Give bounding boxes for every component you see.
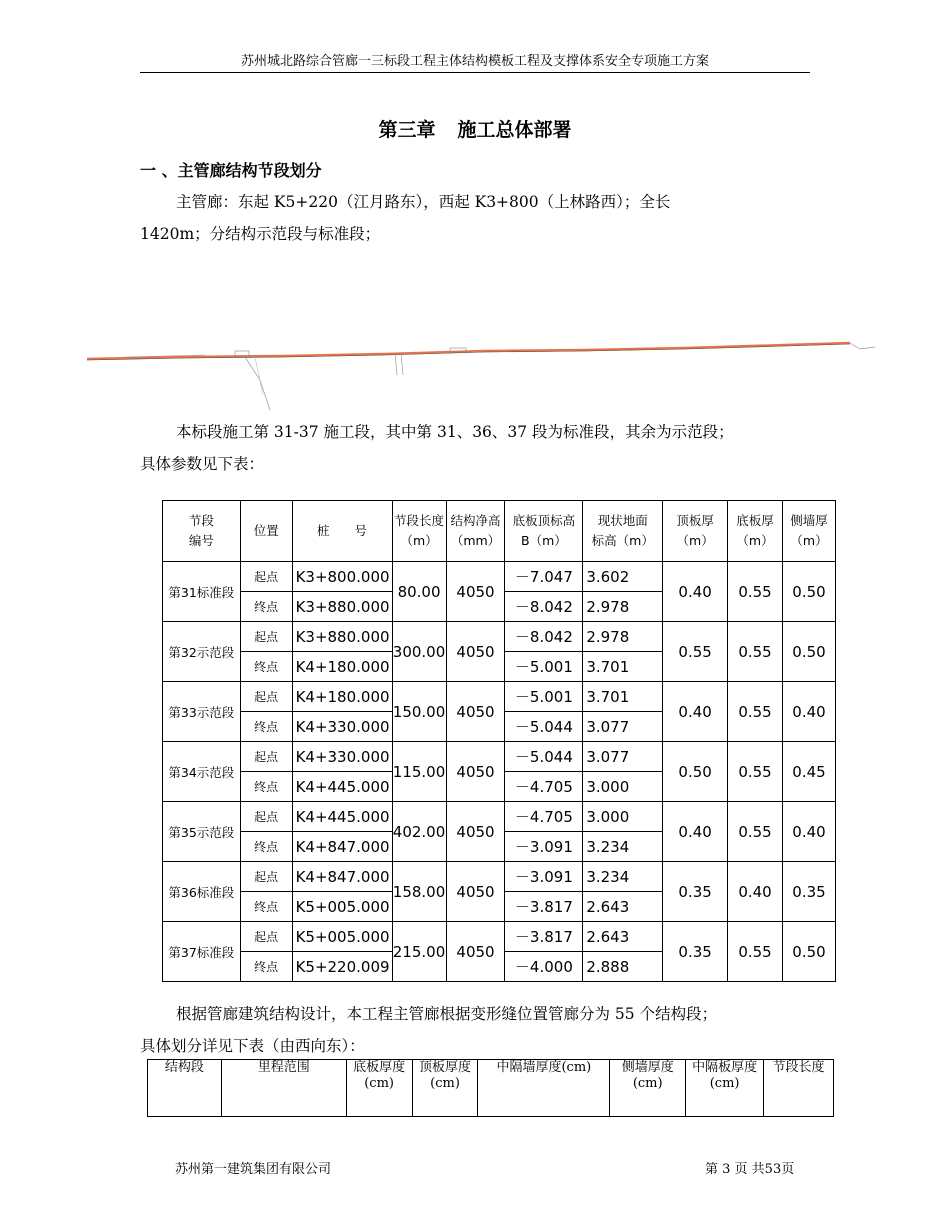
height-cell: 4050 [446, 862, 505, 922]
ground-elev-cell: 2.978 [583, 622, 663, 652]
footer-page-number: 第 3 页 共53页 [705, 1162, 795, 1177]
ground-elev-cell: 2.643 [583, 892, 663, 922]
paragraph-line: 本标段施工第 31-37 施工段，其中第 31、36、37 段为标准段，其余为示范段； [176, 423, 734, 441]
bottom-thickness-cell: 0.40 [728, 862, 783, 922]
chapter-name: 施工总体部署 [457, 119, 572, 141]
header-top-thickness [663, 501, 728, 562]
paragraph-structure [140, 998, 810, 1062]
ground-elev-cell: 3.234 [583, 862, 663, 892]
point-label-cell: 起点 [240, 922, 292, 952]
table-row [163, 622, 836, 652]
side-thickness-cell: 0.35 [782, 862, 835, 922]
height-cell: 4050 [446, 622, 505, 682]
bottom-elev-cell: －3.091 [505, 862, 583, 892]
stake-cell: K5+005.000 [292, 922, 392, 952]
segment-name-cell: 第37标准段 [163, 922, 241, 982]
stake-cell: K4+330.000 [292, 712, 392, 742]
paragraph-line: 主管廊：东起 K5+220（江月路东），西起 K3+800（上林路西）；全长 [176, 193, 671, 211]
length-cell: 215.00 [392, 922, 446, 982]
side-thickness-cell: 0.50 [782, 922, 835, 982]
bottom-thickness-cell: 0.55 [728, 922, 783, 982]
segment-name-cell: 第35示范段 [163, 802, 241, 862]
header-text: 结构净高 [450, 513, 501, 528]
height-cell: 4050 [446, 742, 505, 802]
paragraph-line: 具体参数见下表： [140, 455, 265, 473]
point-label-cell: 终点 [240, 952, 292, 982]
bottom-elev-cell: －4.000 [505, 952, 583, 982]
table-row [163, 862, 836, 892]
side-thickness-cell: 0.40 [782, 802, 835, 862]
length-cell: 158.00 [392, 862, 446, 922]
point-label-cell: 起点 [240, 862, 292, 892]
route-line [87, 343, 875, 410]
top-thickness-cell: 0.40 [663, 682, 728, 742]
header-text: 标高（m） [591, 533, 654, 548]
point-label-cell: 起点 [240, 682, 292, 712]
top-thickness-cell: 0.35 [663, 922, 728, 982]
paragraph-route [140, 186, 810, 250]
paragraph-line: 具体划分详见下表（由西向东）： [140, 1037, 365, 1055]
header-height [446, 501, 505, 562]
ground-elev-cell: 3.000 [583, 772, 663, 802]
stake-cell: K4+330.000 [292, 742, 392, 772]
header-seg [163, 501, 241, 562]
top-thickness-cell: 0.55 [663, 622, 728, 682]
bottom-thickness-cell: 0.55 [728, 682, 783, 742]
stake-cell: K4+180.000 [292, 682, 392, 712]
height-cell: 4050 [446, 682, 505, 742]
height-cell: 4050 [446, 562, 505, 622]
paragraph-line: 1420m；分结构示范段与标准段； [140, 225, 381, 243]
header-rule [140, 72, 810, 73]
point-label-cell: 终点 [240, 592, 292, 622]
side-thickness-cell: 0.40 [782, 682, 835, 742]
header-text: 节段长度 [394, 513, 445, 528]
ground-elev-cell: 3.000 [583, 802, 663, 832]
header-text: 顶板厚 [676, 513, 714, 528]
stake-cell: K4+445.000 [292, 772, 392, 802]
table-header-row [148, 1060, 834, 1117]
ground-elev-cell: 2.888 [583, 952, 663, 982]
ground-elev-cell: 3.077 [583, 742, 663, 772]
table-row [163, 922, 836, 952]
stake-cell: K5+220.009 [292, 952, 392, 982]
bottom-elev-cell: －4.705 [505, 802, 583, 832]
page-header: 苏州城北路综合管廊一三标段工程主体结构模板工程及支撑体系安全专项施工方案 [240, 54, 709, 69]
point-label-cell: 终点 [240, 772, 292, 802]
bottom-thickness-cell: 0.55 [728, 742, 783, 802]
table-row [163, 802, 836, 832]
stake-cell: K3+880.000 [292, 592, 392, 622]
bottom-elev-cell: －8.042 [505, 592, 583, 622]
length-cell: 115.00 [392, 742, 446, 802]
point-label-cell: 起点 [240, 742, 292, 772]
top-thickness-cell: 0.40 [663, 802, 728, 862]
bottom-elev-cell: －5.044 [505, 712, 583, 742]
paragraph-line: 根据管廊建筑结构设计，本工程主管廊根据变形缝位置管廊分为 55 个结构段； [176, 1005, 718, 1023]
length-cell: 80.00 [392, 562, 446, 622]
header-cell: 节段长度 [764, 1060, 834, 1117]
bottom-thickness-cell: 0.55 [728, 802, 783, 862]
stake-cell: K4+847.000 [292, 862, 392, 892]
stake-cell: K4+445.000 [292, 802, 392, 832]
bottom-thickness-cell: 0.55 [728, 562, 783, 622]
ground-elev-cell: 3.701 [583, 682, 663, 712]
header-text: B（m） [521, 533, 567, 548]
segment-name-cell: 第32示范段 [163, 622, 241, 682]
ground-elev-cell: 2.643 [583, 922, 663, 952]
bottom-elev-cell: －3.817 [505, 892, 583, 922]
chapter-title [0, 115, 950, 142]
stake-cell: K5+005.000 [292, 892, 392, 922]
section-heading: 一 、主管廊结构节段划分 [140, 161, 322, 180]
header-cell: 中隔板厚度(cm) [686, 1060, 764, 1117]
segment-name-cell: 第33示范段 [163, 682, 241, 742]
header-text: 编号 [188, 533, 214, 548]
bottom-thickness-cell: 0.55 [728, 622, 783, 682]
bottom-elev-cell: －8.042 [505, 622, 583, 652]
height-cell: 4050 [446, 922, 505, 982]
footer-company: 苏州第一建筑集团有限公司 [175, 1162, 332, 1177]
table-row [163, 562, 836, 592]
header-text: 侧墙厚 [790, 513, 828, 528]
bottom-elev-cell: －3.091 [505, 832, 583, 862]
point-label-cell: 起点 [240, 622, 292, 652]
length-cell: 150.00 [392, 682, 446, 742]
table-header-row [163, 501, 836, 562]
header-text: （m） [736, 533, 774, 548]
ground-elev-cell: 3.077 [583, 712, 663, 742]
header-cell: 中隔墙厚度(cm) [478, 1060, 610, 1117]
stake-cell: K3+800.000 [292, 562, 392, 592]
header-text: 底板厚 [736, 513, 774, 528]
height-cell: 4050 [446, 802, 505, 862]
stake-cell: K3+880.000 [292, 622, 392, 652]
bottom-elev-cell: －5.044 [505, 742, 583, 772]
route-plan-drawing [85, 335, 875, 415]
top-thickness-cell: 0.50 [663, 742, 728, 802]
top-thickness-cell: 0.35 [663, 862, 728, 922]
header-stake: 桩 号 [292, 501, 392, 562]
header-cell: 底板厚度(cm) [346, 1060, 412, 1117]
header-text: （m） [676, 533, 714, 548]
header-cell: 顶板厚度(cm) [412, 1060, 478, 1117]
header-text: 节段 [188, 513, 214, 528]
ground-elev-cell: 2.978 [583, 592, 663, 622]
header-cell: 结构段 [148, 1060, 222, 1117]
point-label-cell: 终点 [240, 712, 292, 742]
length-cell: 402.00 [392, 802, 446, 862]
chapter-number: 第三章 [378, 119, 436, 141]
table-row [163, 742, 836, 772]
header-cell: 里程范围 [221, 1060, 346, 1117]
point-label-cell: 起点 [240, 562, 292, 592]
bottom-elev-cell: －3.817 [505, 922, 583, 952]
bottom-elev-cell: －7.047 [505, 562, 583, 592]
point-label-cell: 终点 [240, 892, 292, 922]
ground-elev-cell: 3.602 [583, 562, 663, 592]
stake-cell: K4+180.000 [292, 652, 392, 682]
header-pos: 位置 [240, 501, 292, 562]
segment-parameter-table [162, 500, 836, 982]
bottom-elev-cell: －4.705 [505, 772, 583, 802]
point-label-cell: 终点 [240, 832, 292, 862]
bottom-elev-cell: －5.001 [505, 682, 583, 712]
header-text: （m） [790, 533, 828, 548]
header-ground-elev [583, 501, 663, 562]
ground-elev-cell: 3.234 [583, 832, 663, 862]
point-label-cell: 起点 [240, 802, 292, 832]
stake-cell: K4+847.000 [292, 832, 392, 862]
side-thickness-cell: 0.50 [782, 562, 835, 622]
header-text: 现状地面 [597, 513, 648, 528]
header-text: 底板顶标高 [512, 513, 576, 528]
side-thickness-cell: 0.45 [782, 742, 835, 802]
header-text: （m） [400, 533, 438, 548]
structure-division-table [147, 1059, 834, 1117]
header-side-thickness [782, 501, 835, 562]
segment-name-cell: 第34示范段 [163, 742, 241, 802]
paragraph-segments [140, 416, 810, 480]
table-row [163, 682, 836, 712]
header-length [392, 501, 446, 562]
bottom-elev-cell: －5.001 [505, 652, 583, 682]
header-cell: 侧墙厚度(cm) [610, 1060, 686, 1117]
segment-name-cell: 第31标准段 [163, 562, 241, 622]
top-thickness-cell: 0.40 [663, 562, 728, 622]
ground-elev-cell: 3.701 [583, 652, 663, 682]
header-bottom-elev [505, 501, 583, 562]
point-label-cell: 终点 [240, 652, 292, 682]
side-thickness-cell: 0.50 [782, 622, 835, 682]
header-bottom-thickness [728, 501, 783, 562]
length-cell: 300.00 [392, 622, 446, 682]
header-text: （mm） [450, 533, 501, 548]
segment-name-cell: 第36标准段 [163, 862, 241, 922]
